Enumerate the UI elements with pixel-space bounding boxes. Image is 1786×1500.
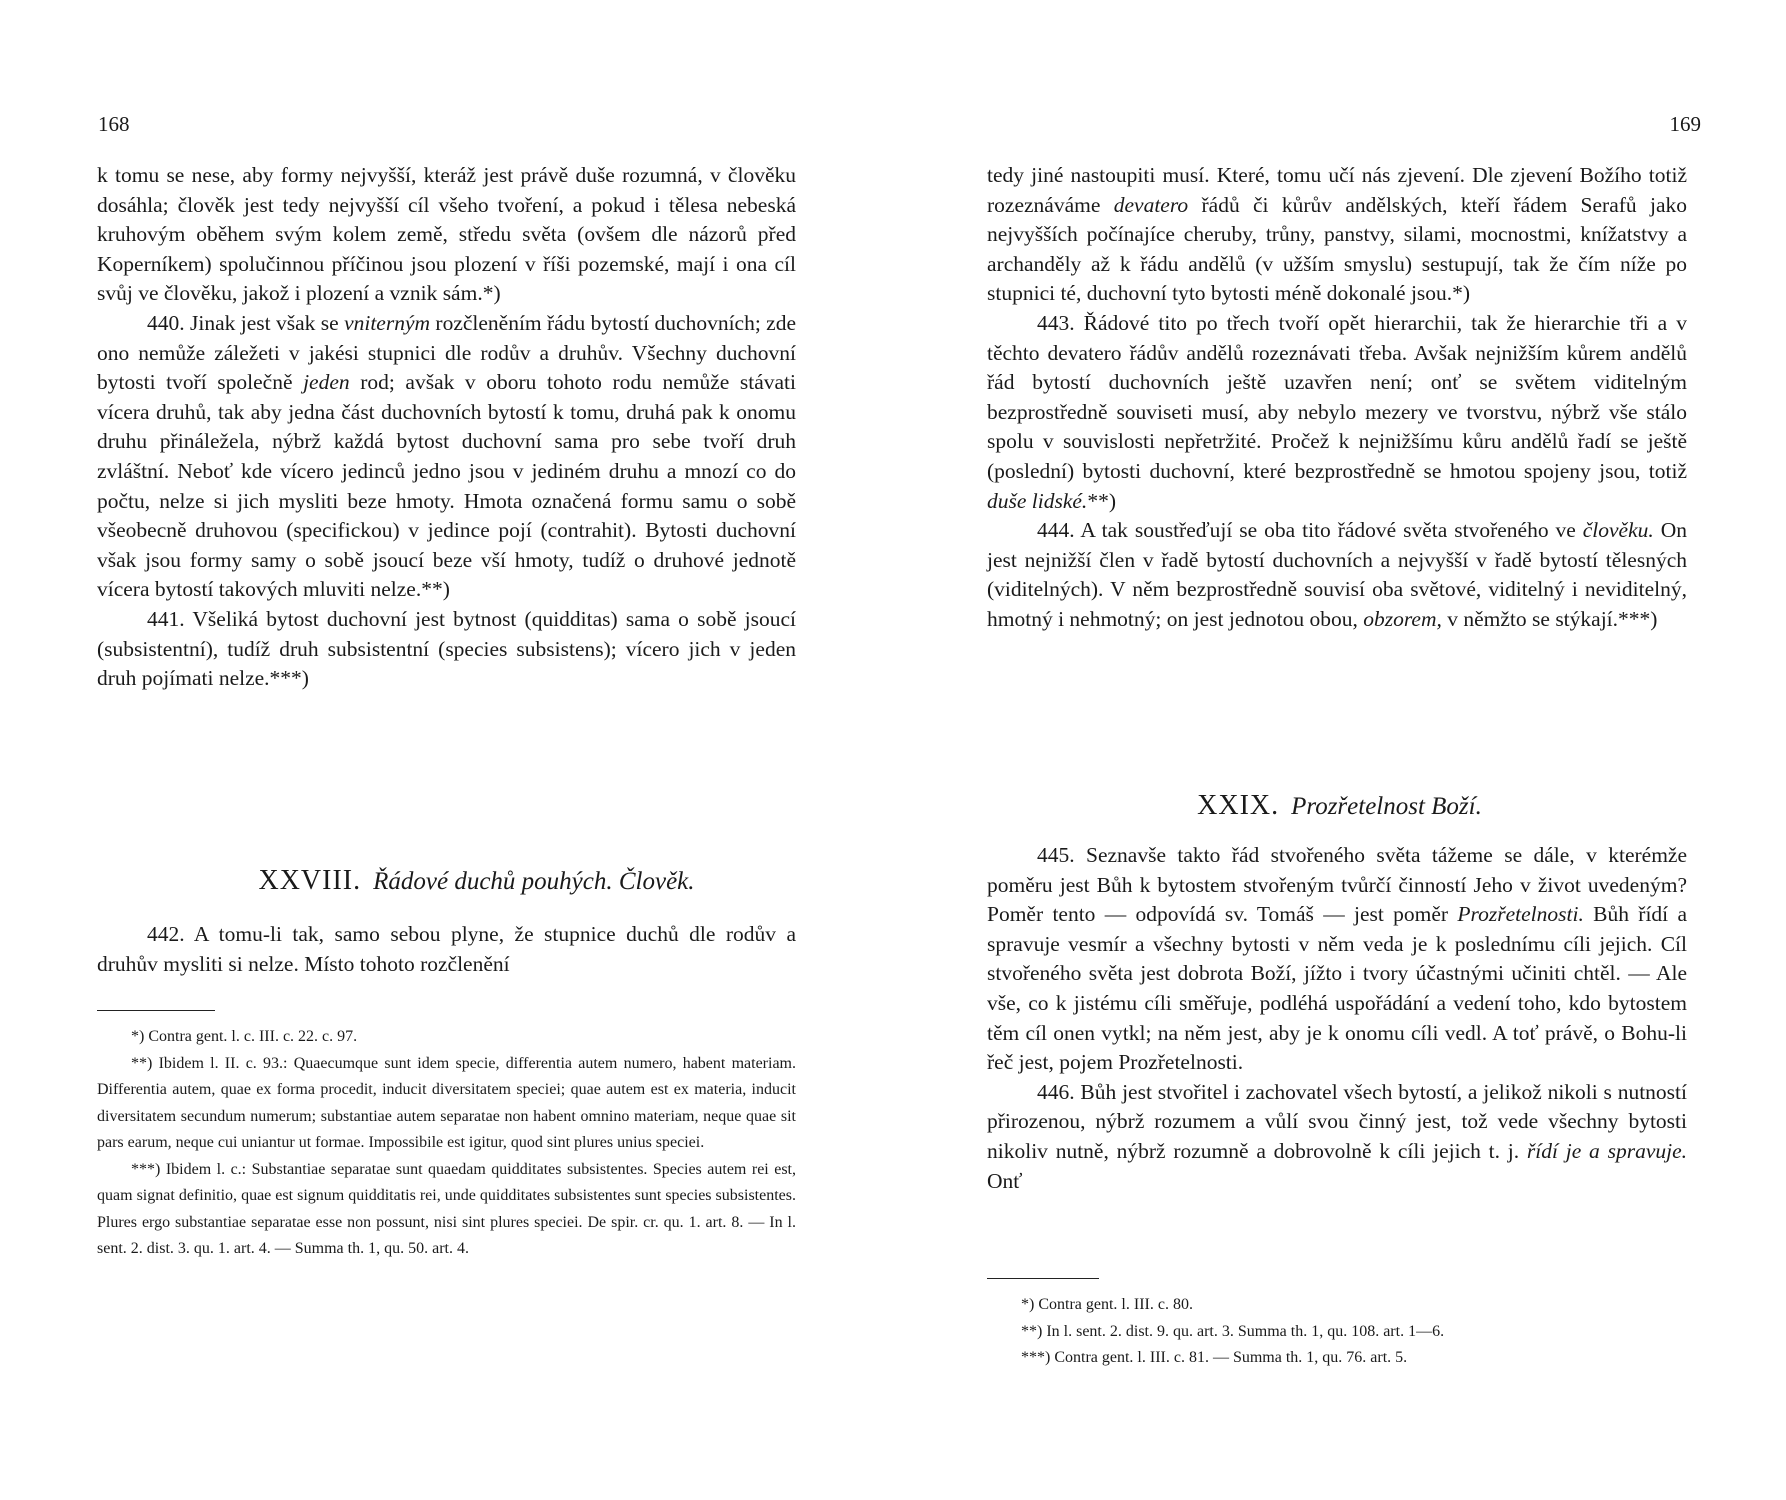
footnote: **) Ibidem l. II. c. 93.: Quaecumque sunt idem specie, differentia autem numero, habent materiam. Differentia autem, quae ex forma procedit, inducit diversitatem speciei; quae autem est ex materia, inducit diversitatem secundum numerum; substantiae autem separatae non habent omnino materiam, neque quae sit pars earum, neque cui uniantur ut formae. Impossibile est igitur, quod sint plures unius speciei. [97, 1054, 796, 1151]
paragraph-text: 446. Bůh jest stvořitel i zachovatel všech bytostí, a jelikož nikoli s nutností přirozenou, nýbrž rozumem a vůlí svou činný jest, tož vede všechny bytosti nikoliv nutně, nýbrž rozumně a dobrovolně k cíli jejich t. j. [987, 1079, 1687, 1163]
paragraph-441 [97, 605, 796, 694]
paragraph-445 [987, 841, 1687, 1078]
footnote: ***) Contra gent. l. III. c. 81. — Summa th. 1, qu. 76. art. 5. [1021, 1349, 1408, 1366]
main-text-lower [97, 920, 796, 979]
paragraph-text: **) [1087, 488, 1116, 513]
emphasis: řídí je a spravuje. [1526, 1138, 1687, 1163]
chapter-numeral: XXVIII. [258, 865, 362, 896]
paragraph-440 [97, 309, 796, 605]
footnote: **) In l. sent. 2. dist. 9. qu. art. 3. Summa th. 1, qu. 108. art. 1—6. [1021, 1322, 1445, 1340]
paragraph-text: 443. Řádové tito po třech tvoří opět hierarchii, tak že hierarchie tři a v těchto devatero řádův andělů rozeznávati třeba. Avšak nejnižším kůrem andělů řád bytostí duchovních ještě uzavřen není; onť se světem viditelným bezprostředně souviseti musí, aby nebylo mezery ve tvorstvu, nýbrž vše stálo spolu v souvislosti nepřetržité. Pročež k nejnižšímu kůru andělů řadí se ještě (poslední) bytosti duchovní, které bezprostředně se hmotou spojeny jsou, totiž [987, 310, 1687, 483]
paragraph-442: 442. A tomu-li tak, samo sebou plyne, že stupnice duchů dle rodův a druhův mysliti si nelze. Místo tohoto rozčlenění [97, 922, 796, 976]
emphasis: jeden [303, 370, 350, 395]
footnotes [987, 1292, 1607, 1372]
paragraph-444 [987, 516, 1687, 634]
chapter-heading [893, 790, 1786, 822]
footnote: ***) Ibidem l. c.: Substantiae separatae sunt quaedam quidditates subsistentes. Species autem rei est, quam signat definitio, quae est signum quidditatis rei, unde quidditates subsistentes sunt species subsistentes. Plures ergo substantiae separatae esse non possunt, nisi sint plures speciei. De spir. cr. qu. 1. art. 8. — In l. sent. 2. dist. 3. qu. 1. art. 4. — Summa th. 1, qu. 50. art. 4. [97, 1160, 796, 1257]
emphasis: obzorem, [1363, 606, 1442, 631]
paragraph-text: Onť [987, 1168, 1023, 1193]
footnote: *) Contra gent. l. III. c. 80. [1021, 1296, 1193, 1313]
paragraph [97, 161, 796, 309]
footnotes [97, 1024, 796, 1263]
chapter-title: Prozřetelnost Boží. [1291, 793, 1482, 820]
paragraph-text: řádů či kůrův andělských, kteří řádem Serafů jako nejvyšších počínajíce cheruby, trůny, panstvy, silami, mocnostmi, knížatstvy a archanděly až k řádu andělů (v užším smyslu) sestupují, tak že čím níže po stupnici té, duchovní tyto bytosti méně dokonalé jsou.*) [987, 192, 1688, 306]
chapter-title: Řádové duchů pouhých. Člověk. [373, 868, 695, 895]
paragraph-text: v němžto se stýkají.***) [1441, 606, 1658, 631]
chapter-heading [0, 865, 893, 897]
paragraph-text: 440. Jinak jest však se [147, 310, 345, 335]
paragraph [987, 161, 1687, 309]
paragraph-text: rozčleněním řádu bytostí duchovních; zde ono nemůže záležeti v jakési stupnici dle rodův a druhův. Všechny duchovní bytosti tvoří společně [97, 310, 797, 395]
emphasis: duše lidské. [987, 488, 1088, 513]
paragraph-text: On jest nejnižší člen v řadě bytostí duchovních a nejvyšší v řadě bytostí tělesných (viditelných). V něm bezprostředně souvisí oba světové, viditelný i neviditelný, hmotný i nehmotný; on jest jednotou obou, [987, 518, 1687, 631]
paragraph-446 [987, 1078, 1687, 1196]
emphasis: člověku. [1582, 518, 1654, 543]
paragraph-443 [987, 309, 1687, 516]
page-number: 168 [98, 112, 130, 136]
emphasis: Prozřetelnosti. [1457, 902, 1584, 927]
footnote: *) Contra gent. l. c. III. c. 22. c. 97. [131, 1028, 358, 1045]
emphasis: vniterným [344, 310, 431, 335]
footnote-divider [987, 1278, 1099, 1279]
footnote-divider [97, 1010, 215, 1011]
paragraph-text: 444. A tak soustřeďují se oba tito řádové světa stvořeného ve [1037, 518, 1583, 543]
main-text-upper [987, 161, 1687, 635]
right-page [893, 0, 1786, 1500]
paragraph-text: 441. Všeliká bytost duchovní jest bytnost (quidditas) sama o sobě jsoucí (subsistentní), tudíž druh subsistentní (species subsistens); vícero jich v jeden druh pojímati nelze.***) [97, 606, 796, 691]
paragraph-text: rod; avšak v oboru tohoto rodu nemůže stávati vícera druhů, tak aby jedna část duchovních bytostí k tomu, druhá pak k onomu druhu přináležela, nýbrž každá bytost duchovní sama pro sebe tvoří druh zvláštní. Neboť kde vícero jedinců jedno jsou v jediném druhu a mnozí co do počtu, nelze si jich mysliti beze hmoty. Hmota označená formu samu o sobě všeobecně druhovou (specifickou) v jedince pojí (contrahit). Bytosti duchovní však jsou formy samy o sobě jsoucí beze vší hmoty, tudíž o druhové jednotě vícera bytostí takových mluviti nelze.**) [97, 370, 797, 602]
main-text-lower [987, 841, 1687, 1196]
paragraph-text: k tomu se nese, aby formy nejvyšší, kteráž jest právě duše rozumná, v člověku dosáhla; člověk jest tedy nejvyšší cíl všeho tvoření, a pokud i tělesa nebeská kruhovým oběhem svým kolem země, středu světa (ovšem dle názorů před Koperníkem) spolučinnou příčinou jsou plození v říši pozemské, mají i ona cíl svůj ve člověku, jakož i plození a vznik sám.*) [97, 163, 796, 306]
page-number: 169 [1669, 112, 1701, 136]
paragraph-text: 445. Seznavše takto řád stvořeného světa tážeme se dále, v kterémže poměru jest Bůh k bytostem stvořeným tvůrčí činností Jeho v život uvedeným? Poměr tento — odpovídá sv. Tomáš — jest poměr [987, 843, 1687, 927]
paragraph-text: tedy jiné nastoupiti musí. Které, tomu učí nás zjevení. Dle zjevení Božího totiž rozeznáváme [987, 163, 1687, 217]
paragraph-text: Bůh řídí a spravuje vesmír a všechny bytosti v něm veda je k poslednímu cíli jejich. Cíl stvořeného světa jest dobrota Boží, jížto i tvory účastnými učiniti chtěl. — Ale vše, co k jistému cíli směřuje, podléhá uspořádání a vedení toho, kdo bytostem těm cíl onen vytkl; na něm jest, aby je k onomu cíli vedl. A toť právě, o Bohu-li řeč jest, pojem Prozřetelnosti. [987, 902, 1687, 1075]
chapter-numeral: XXIX. [1197, 790, 1280, 821]
emphasis: devatero [1113, 192, 1189, 217]
main-text-upper [97, 161, 796, 694]
